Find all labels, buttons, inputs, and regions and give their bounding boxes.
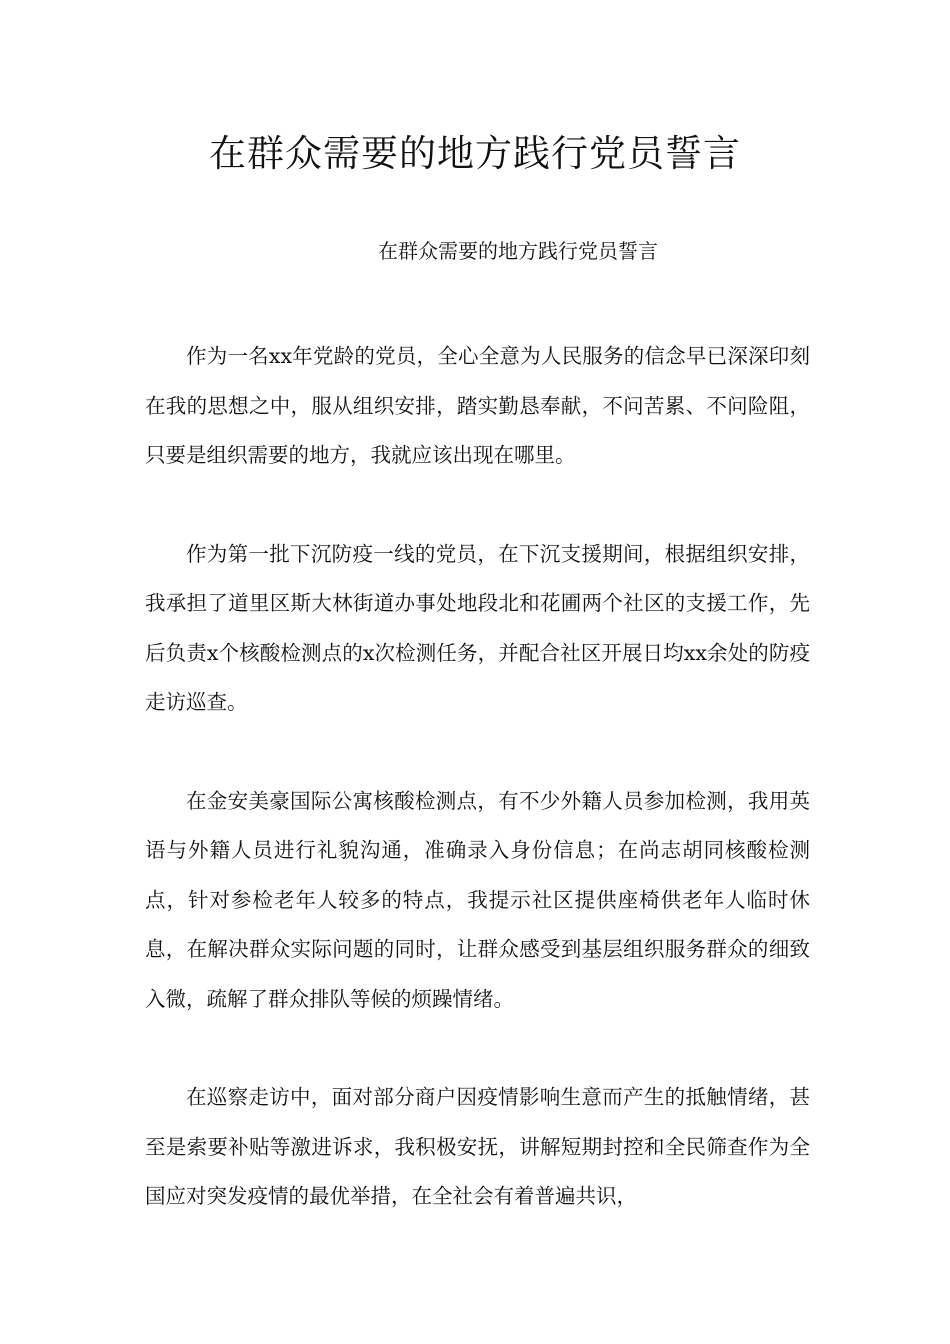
- paragraph-3: 在金安美豪国际公寓核酸检测点，有不少外籍人员参加检测，我用英语与外籍人员进行礼貌沟通，准确录入身份信息；在尚志胡同核酸检测点，针对参检老年人较多的特点，我提示社区提供座椅供老年人临时休息，在解决群众实际问题的同时，让群众感受到基层组织服务群众的细致入微，疏解了群众排队等候的烦躁情绪。: [145, 788, 810, 1011]
- paragraph-4: 在巡察走访中，面对部分商户因疫情影响生意而产生的抵触情绪，甚至是索要补贴等激进诉求，我积极安抚，讲解短期封控和全民筛查作为全国应对突发疫情的最优举措，在全社会有着普遍共识，: [145, 1085, 810, 1208]
- document-subtitle: 在群众需要的地方践行党员誓言: [378, 239, 658, 263]
- document-body: [145, 332, 810, 1271]
- paragraph-1: 作为一名xx年党龄的党员，全心全意为人民服务的信念早已深深印刻在我的思想之中，服从组织安排，踏实勤恳奉献，不问苦累、不问险阻，只要是组织需要的地方，我就应该出现在哪里。: [145, 344, 810, 467]
- document-title: 在群众需要的地方践行党员誓言: [209, 132, 741, 175]
- paragraph-2: 作为第一批下沉防疫一线的党员，在下沉支援期间，根据组织安排，我承担了道里区斯大林街道办事处地段北和花圃两个社区的支援工作，先后负责x个核酸检测点的x次检测任务，并配合社区开展日均xx余处的防疫走访巡查。: [145, 541, 810, 714]
